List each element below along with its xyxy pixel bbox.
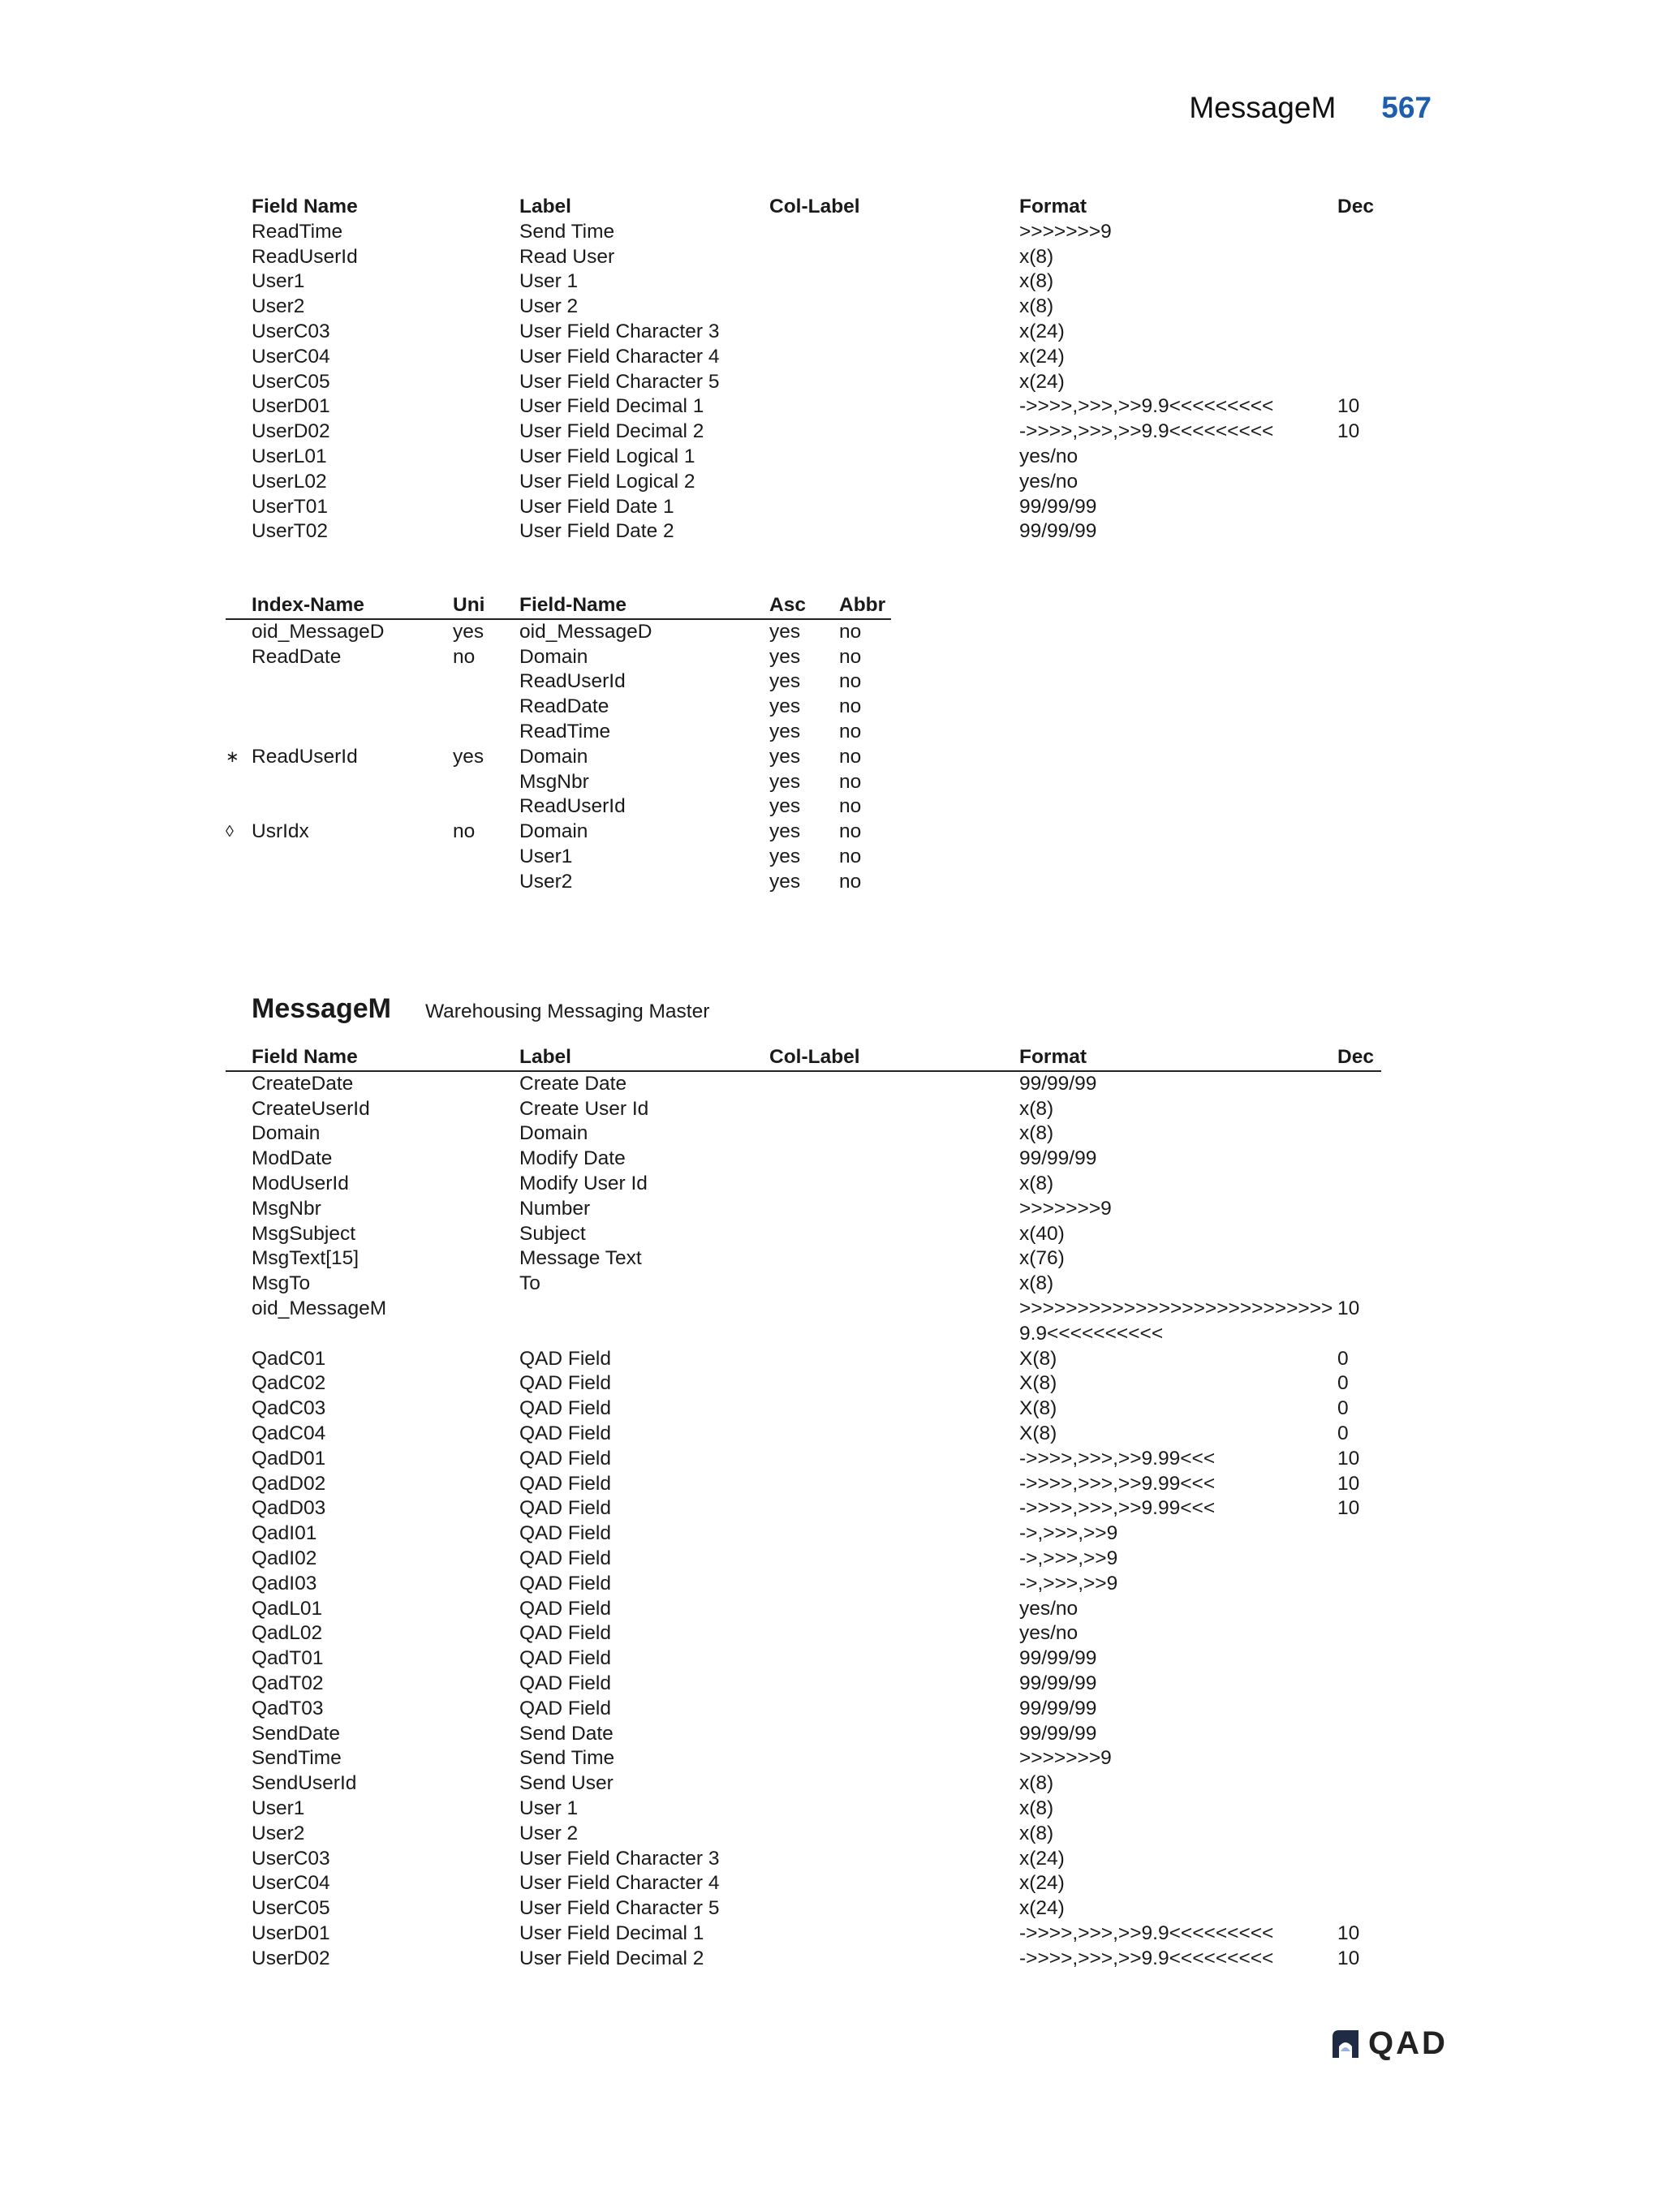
format-cell: yes/no [1019,445,1079,467]
table-row [226,820,891,845]
asc-cell: yes [769,795,801,818]
index-marker: ◊ [226,823,234,841]
format-cell: 99/99/99 [1019,520,1097,543]
field-name-cell: ReadUserId [252,245,358,268]
asc-cell: yes [769,870,801,893]
dec-cell: 10 [1337,1472,1360,1495]
asc-cell: yes [769,845,801,867]
field-name-cell: ReadUserId [519,670,626,693]
field-name-cell: QadD02 [252,1472,326,1495]
table-row [226,1922,1381,1947]
dec-cell: 10 [1337,1297,1360,1319]
label-cell: QAD Field [519,1422,612,1444]
format-cell: x(24) [1019,1847,1065,1870]
field-name-cell: Domain [519,745,588,768]
format-cell: yes/no [1019,470,1079,493]
field-name-cell: MsgTo [252,1272,311,1295]
table-row [226,1246,1381,1272]
label-cell: QAD Field [519,1372,612,1395]
field-name-cell: QadC01 [252,1347,326,1370]
table-body [226,220,1381,544]
table-row [226,1847,1381,1872]
dec-cell: 0 [1337,1397,1349,1420]
table-row [226,420,1381,445]
table-row [226,1797,1381,1822]
format-cell: ->>>>,>>>,>>9.9<<<<<<<<< [1019,420,1274,443]
field-name-cell: MsgText[15] [252,1247,360,1270]
field-name-cell: QadT02 [252,1672,324,1694]
table-row [226,745,891,770]
table-row [226,519,1381,544]
format-cell: x(8) [1019,1797,1054,1819]
section-description: Warehousing Messaging Master [424,1001,710,1022]
field-name-cell: UserD01 [252,395,330,418]
format-cell: ->,>>>,>>9 [1019,1547,1118,1569]
label-cell: QAD Field [519,1572,612,1594]
dec-cell: 10 [1337,1497,1360,1520]
field-name-cell: UserC05 [252,370,330,393]
table-row [226,269,1381,295]
table-row [226,1697,1381,1722]
label-cell: Send User [519,1772,614,1795]
field-name-cell: QadL01 [252,1597,323,1620]
abbr-cell: no [839,845,862,867]
column-header-uni: Uni [453,594,485,616]
table-row [226,1646,1381,1672]
label-cell: User Field Decimal 2 [519,420,704,443]
table-row [226,1771,1381,1797]
label-cell: Modify Date [519,1147,626,1170]
label-cell: QAD Field [519,1647,612,1670]
table-row [226,394,1381,420]
table-row [226,1072,1381,1097]
section-heading [252,993,709,1025]
label-cell: Modify User Id [519,1172,648,1194]
abbr-cell: no [839,745,862,768]
field-name-cell: UserD02 [252,420,330,443]
table-row [226,669,891,695]
index-table [226,593,891,895]
format-cell: x(8) [1019,1097,1054,1120]
table-body [226,1072,1381,1972]
abbr-cell: no [839,645,862,668]
table-row [226,1572,1381,1597]
label-cell: QAD Field [519,1547,612,1569]
column-header-label: Label [519,196,571,217]
table-body [226,620,891,895]
field-name-cell: UserT02 [252,520,328,543]
format-cell: ->>>>,>>>,>>9.99<<< [1019,1472,1216,1495]
format-cell: yes/no [1019,1622,1079,1645]
top-field-table [226,195,1381,544]
label-cell: User Field Date 2 [519,520,674,543]
field-name-cell: UserD02 [252,1947,330,1969]
table-row [226,1172,1381,1197]
label-cell: QAD Field [519,1447,612,1470]
column-header-format: Format [1019,1046,1087,1068]
table-row [226,295,1381,320]
table-row [226,1521,1381,1547]
label-cell: User 1 [519,270,579,293]
format-cell: >>>>>>>9 [1019,1747,1112,1770]
asc-cell: yes [769,820,801,843]
field-name-cell: UserC03 [252,1847,330,1870]
format-cell: x(24) [1019,1897,1065,1920]
dec-cell: 0 [1337,1347,1349,1370]
field-name-cell: ModUserId [252,1172,349,1194]
field-name-cell: UserL01 [252,445,327,467]
field-name-cell: SendTime [252,1747,342,1770]
field-name-cell: SendDate [252,1722,340,1745]
format-cell: 99/99/99 [1019,495,1097,518]
label-cell: Message Text [519,1247,642,1270]
label-cell: User Field Logical 1 [519,445,695,467]
asc-cell: yes [769,770,801,793]
table-row [226,370,1381,395]
qad-mark-icon [1329,2029,1362,2059]
table-row [226,445,1381,470]
table-row [226,345,1381,370]
field-name-cell: UserD01 [252,1922,330,1944]
label-cell: User Field Decimal 1 [519,395,704,418]
label-cell: User 1 [519,1797,579,1819]
field-name-cell: User1 [252,1797,305,1819]
label-cell: Send Time [519,1747,615,1770]
messagem-field-table [226,1045,1381,1971]
table-row [226,470,1381,495]
field-name-cell: ModDate [252,1147,333,1170]
table-row [226,1121,1381,1147]
field-name-cell: UserC03 [252,320,330,342]
table-row [226,620,891,645]
format-cell: ->>>>,>>>,>>9.99<<< [1019,1447,1216,1470]
field-name-cell: User2 [519,870,573,893]
table-row [226,1371,1381,1396]
field-name-cell: QadC03 [252,1397,326,1420]
format-cell: X(8) [1019,1422,1057,1444]
label-cell: User Field Character 4 [519,1872,720,1895]
format-cell: x(8) [1019,1772,1054,1795]
format-cell: 99/99/99 [1019,1672,1097,1694]
asc-cell: yes [769,620,801,643]
format-cell: >>>>>>>9 [1019,1197,1112,1220]
label-cell: User Field Character 5 [519,1897,720,1920]
field-name-cell: QadI01 [252,1522,317,1545]
format-cell: x(8) [1019,1822,1054,1844]
label-cell: QAD Field [519,1347,612,1370]
format-cell: x(24) [1019,1872,1065,1895]
table-row [226,1347,1381,1372]
dec-cell: 10 [1337,395,1360,418]
asc-cell: yes [769,645,801,668]
table-row [226,1896,1381,1922]
field-name-cell: User2 [252,295,305,318]
field-name-cell: UserT01 [252,495,328,518]
field-name-cell: QadD03 [252,1497,326,1520]
table-row [226,1472,1381,1497]
format-cell: yes/no [1019,1597,1079,1620]
column-header-col-label: Col-Label [769,1046,860,1068]
column-header-abbr: Abbr [839,594,886,616]
field-name-cell: User1 [252,270,305,293]
column-header-index-name: Index-Name [252,594,364,616]
format-cell: 99/99/99 [1019,1697,1097,1719]
index-name-cell: oid_MessageD [252,620,385,643]
page-number: 567 [1381,91,1432,124]
format-cell: x(8) [1019,245,1054,268]
format-cell: X(8) [1019,1372,1057,1395]
table-row [226,695,891,720]
field-name-cell: MsgNbr [252,1197,321,1220]
label-cell: User Field Character 3 [519,320,720,342]
section-name: MessageM [252,993,391,1024]
abbr-cell: no [839,795,862,818]
table-row [226,1947,1381,1972]
asc-cell: yes [769,695,801,718]
label-cell: User Field Character 4 [519,345,720,368]
format-cell: >>>>>>>>>>>>>>>>>>>>>>>>>>>9.9<<<<<<<<<< [1019,1297,1333,1345]
table-row [226,320,1381,345]
column-header-field-name: Field-Name [519,594,627,616]
label-cell: User Field Logical 2 [519,470,695,493]
abbr-cell: no [839,820,862,843]
field-name-cell: ReadDate [519,695,609,718]
format-cell: x(8) [1019,1172,1054,1194]
field-name-cell: MsgNbr [519,770,589,793]
field-name-cell: User2 [252,1822,305,1844]
format-cell: 99/99/99 [1019,1722,1097,1745]
label-cell: QAD Field [519,1622,612,1645]
index-name-cell: ReadDate [252,645,342,668]
qad-logo [1329,2025,1448,2062]
table-header [226,1045,1381,1072]
label-cell: QAD Field [519,1472,612,1495]
unique-cell: no [453,645,476,668]
abbr-cell: no [839,870,862,893]
label-cell: Send Time [519,220,615,243]
column-header-label: Label [519,1046,571,1068]
label-cell: User Field Decimal 2 [519,1947,704,1969]
field-name-cell: oid_MessageD [519,620,652,643]
table-row [226,1297,1381,1347]
field-name-cell: UserC04 [252,345,330,368]
column-header-format: Format [1019,196,1087,217]
asc-cell: yes [769,745,801,768]
running-head [1189,91,1432,125]
field-name-cell: Domain [252,1122,321,1145]
label-cell: Subject [519,1222,586,1245]
unique-cell: yes [453,620,484,643]
table-row [226,1871,1381,1896]
format-cell: x(24) [1019,370,1065,393]
abbr-cell: no [839,620,862,643]
table-row [226,1547,1381,1572]
unique-cell: yes [453,745,484,768]
table-row [226,770,891,795]
table-row [226,1822,1381,1847]
format-cell: x(24) [1019,345,1065,368]
table-row [226,1097,1381,1122]
field-name-cell: ReadTime [252,220,343,243]
table-row [226,1621,1381,1646]
table-row [226,1447,1381,1472]
dec-cell: 10 [1337,1447,1360,1470]
asc-cell: yes [769,670,801,693]
table-row [226,645,891,670]
format-cell: x(40) [1019,1222,1065,1245]
format-cell: x(8) [1019,295,1054,318]
dec-cell: 0 [1337,1422,1349,1444]
format-cell: x(8) [1019,270,1054,293]
table-header [226,593,891,620]
column-header-field-name: Field Name [252,1046,358,1068]
label-cell: QAD Field [519,1597,612,1620]
format-cell: X(8) [1019,1347,1057,1370]
abbr-cell: no [839,695,862,718]
field-name-cell: UserC04 [252,1872,330,1895]
asc-cell: yes [769,720,801,742]
label-cell: QAD Field [519,1697,612,1719]
field-name-cell: QadL02 [252,1622,323,1645]
field-name-cell: QadC04 [252,1422,326,1444]
table-row [226,1222,1381,1247]
dec-cell: 10 [1337,1947,1360,1969]
table-row [226,1722,1381,1747]
abbr-cell: no [839,720,862,742]
abbr-cell: no [839,670,862,693]
dec-cell: 10 [1337,1922,1360,1944]
running-title: MessageM [1189,91,1337,124]
label-cell: Number [519,1197,591,1220]
field-name-cell: UserC05 [252,1897,330,1920]
table-header [226,195,1381,220]
index-name-cell: UsrIdx [252,820,309,843]
table-row [226,1396,1381,1422]
label-cell: Read User [519,245,615,268]
field-name-cell: QadD01 [252,1447,326,1470]
label-cell: User 2 [519,1822,579,1844]
format-cell: ->>>>,>>>,>>9.99<<< [1019,1497,1216,1520]
format-cell: ->>>>,>>>,>>9.9<<<<<<<<< [1019,1922,1274,1944]
index-marker: ∗ [226,747,239,766]
field-name-cell: User1 [519,845,573,867]
label-cell: To [519,1272,540,1295]
label-cell: Send Date [519,1722,614,1745]
dec-cell: 0 [1337,1372,1349,1395]
field-name-cell: CreateDate [252,1072,354,1095]
table-row [226,870,891,895]
label-cell: User Field Decimal 1 [519,1922,704,1944]
field-name-cell: QadI03 [252,1572,317,1594]
field-name-cell: QadT01 [252,1647,324,1670]
table-row [226,245,1381,270]
field-name-cell: CreateUserId [252,1097,370,1120]
format-cell: ->,>>>,>>9 [1019,1522,1118,1545]
table-row [226,845,891,870]
table-row [226,1746,1381,1771]
index-name-cell: ReadUserId [252,745,358,768]
table-row [226,1197,1381,1222]
label-cell: QAD Field [519,1522,612,1545]
field-name-cell: SendUserId [252,1772,357,1795]
label-cell: User Field Character 5 [519,370,720,393]
column-header-dec: Dec [1337,196,1374,217]
label-cell: Create User Id [519,1097,649,1120]
label-cell: Domain [519,1122,588,1145]
format-cell: 99/99/99 [1019,1072,1097,1095]
label-cell: QAD Field [519,1672,612,1694]
format-cell: x(8) [1019,1272,1054,1295]
table-row [226,1597,1381,1622]
format-cell: ->>>>,>>>,>>9.9<<<<<<<<< [1019,395,1274,418]
table-row [226,1672,1381,1697]
table-row [226,794,891,820]
field-name-cell: Domain [519,645,588,668]
field-name-cell: QadT03 [252,1697,324,1719]
field-name-cell: MsgSubject [252,1222,356,1245]
label-cell: QAD Field [519,1397,612,1420]
field-name-cell: UserL02 [252,470,327,493]
format-cell: 99/99/99 [1019,1647,1097,1670]
table-row [226,495,1381,520]
table-row [226,1272,1381,1297]
format-cell: x(24) [1019,320,1065,342]
format-cell: ->>>>,>>>,>>9.9<<<<<<<<< [1019,1947,1274,1969]
format-cell: X(8) [1019,1397,1057,1420]
format-cell: x(76) [1019,1247,1065,1270]
label-cell: Create Date [519,1072,627,1095]
field-name-cell: ReadTime [519,720,611,742]
abbr-cell: no [839,770,862,793]
format-cell: ->,>>>,>>9 [1019,1572,1118,1594]
field-name-cell: QadI02 [252,1547,317,1569]
field-name-cell: Domain [519,820,588,843]
dec-cell: 10 [1337,420,1360,443]
format-cell: x(8) [1019,1122,1054,1145]
field-name-cell: ReadUserId [519,795,626,818]
label-cell: QAD Field [519,1497,612,1520]
label-cell: User 2 [519,295,579,318]
table-row [226,220,1381,245]
column-header-field-name: Field Name [252,196,358,217]
unique-cell: no [453,820,476,843]
table-row [226,1422,1381,1447]
column-header-col-label: Col-Label [769,196,860,217]
table-row [226,1496,1381,1521]
logo-text: QAD [1368,2025,1448,2061]
field-name-cell: oid_MessageM [252,1297,387,1319]
column-header-dec: Dec [1337,1046,1374,1068]
field-name-cell: QadC02 [252,1372,326,1395]
format-cell: >>>>>>>9 [1019,220,1112,243]
label-cell: User Field Character 3 [519,1847,720,1870]
column-header-asc: Asc [769,594,806,616]
table-row [226,720,891,745]
label-cell: User Field Date 1 [519,495,674,518]
table-row [226,1147,1381,1172]
format-cell: 99/99/99 [1019,1147,1097,1170]
